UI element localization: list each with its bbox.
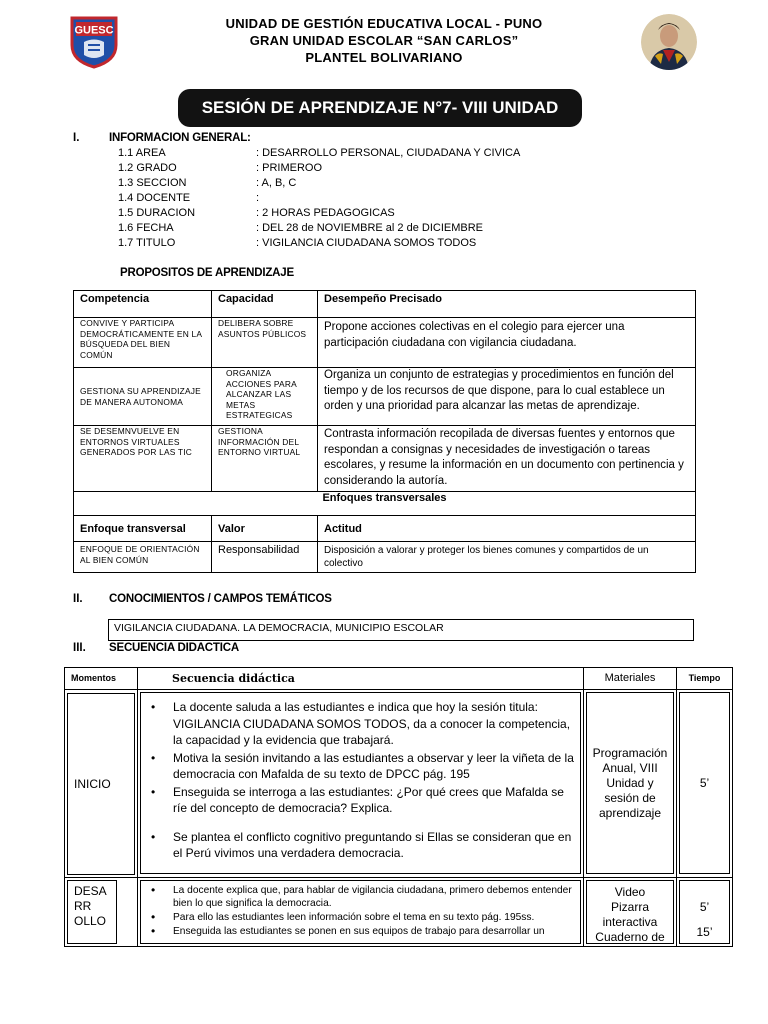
tiempo-cell [677,690,733,878]
list-item: • La docente explica que, para hablar de vigilancia ciudadana, primero debemos entender bien lo que significa la democracia. [149,884,574,910]
capacidad-cell: ORGANIZA ACCIONES PARA ALCANZAR LAS METAS ESTRATEGICAS [212,368,318,426]
info-label-area: 1.1 AREA [118,147,166,159]
capacidad-cell: GESTIONA INFORMACIÓN DEL ENTORNO VIRTUAL [212,426,318,492]
info-label-titulo: 1.7 TITULO [118,237,176,249]
header-valor: Valor [212,516,318,542]
header-line-1: UNIDAD DE GESTIÓN EDUCATIVA LOCAL - PUNO [225,16,543,31]
header-competencia: Competencia [74,291,212,318]
momento-cell [65,690,138,878]
section-3-number: III. [73,642,86,654]
section-1-title: INFORMACION GENERAL: [109,132,251,144]
tiempo-desarrollo-2: 15’ [696,925,713,939]
list-item: • Para ello las estudiantes leen información sobre el tema en su texto pág. 195ss. [149,911,574,924]
info-label-docente: 1.4 DOCENTE [118,192,191,204]
info-value-grado: : PRIMEROO [256,162,323,174]
info-label-seccion: 1.3 SECCION [118,177,187,189]
tiempo-desarrollo-1: 5’ [699,900,710,914]
desempeno-cell: Propone acciones colectivas en el colegio para ejercer una participación ciudadana con vigilancia ciudadana. [318,318,696,368]
secuencia-cell [138,878,584,947]
info-value-seccion: : A, B, C [256,177,297,189]
section-1-number: I. [73,132,80,144]
header-secuencia: Secuencia didáctica [138,668,584,690]
logo-text: GUESC [74,24,114,37]
conocimientos-box: VIGILANCIA CIUDADANA. LA DEMOCRACIA, MUNICIPIO ESCOLAR [108,619,694,641]
header-desempeno: Desempeño Precisado [318,291,696,318]
header-line-2: GRAN UNIDAD ESCOLAR “SAN CARLOS” [249,33,519,48]
enfoques-title-row [74,492,696,516]
table-row [65,878,733,947]
header-tiempo: Tiempo [677,668,733,690]
desempeno-cell: Contrasta información recopilada de diversas fuentes y entornos que respondan a consignas y necesidades de investigación o tareas escolares, y resume la información en un documento con pertinencia y considerando la autoría. [318,426,696,492]
table-row [74,368,696,426]
secuencia-table [64,667,733,947]
header-momentos: Momentos [65,668,138,690]
info-label-fecha: 1.6 FECHA [118,222,174,234]
tiempo-desarrollo-box [679,880,730,944]
secuencia-inicio-list [141,693,580,869]
competencia-cell: GESTIONA SU APRENDIZAJE DE MANERA AUTONOMA [74,368,212,426]
materiales-cell [584,878,677,947]
materiales-cell [584,690,677,878]
competencia-cell: SE DESEMNVUELVE EN ENTORNOS VIRTUALES GENERADOS POR LAS TIC [74,426,212,492]
section-3-title: SECUENCIA DIDACTICA [109,642,239,654]
propositos-header-row [74,291,696,318]
info-value-fecha: : DEL 28 de NOVIEMBRE al 2 de DICIEMBRE [256,222,484,234]
secuencia-inicio-box [140,692,581,874]
section-2-number: II. [73,593,83,605]
info-value-duracion: : 2 HORAS PEDAGOGICAS [256,207,395,219]
valor-cell: Responsabilidad [212,542,318,573]
info-value-docente: : [256,192,260,204]
header-line-3: PLANTEL BOLIVARIANO [305,50,463,65]
table-row [74,542,696,573]
header-enfoque: Enfoque transversal [74,516,212,542]
table-row [65,690,733,878]
info-label-grado: 1.2 GRADO [118,162,177,174]
session-title-banner: SESIÓN DE APRENDIZAJE N°7- VIII UNIDAD [178,89,582,127]
secuencia-desarrollo-list [141,881,580,944]
momento-desarrollo: DESARR OLLO [67,880,117,944]
info-value-area: : DESARROLLO PERSONAL, CIUDADANA Y CIVICA [256,147,521,159]
secuencia-desarrollo-box [140,880,581,944]
propositos-title: PROPOSITOS DE APRENDIZAJE [120,267,294,279]
secuencia-cell [138,690,584,878]
enfoques-title: Enfoques transversales [74,492,696,516]
list-item: • Enseguida las estudiantes se ponen en sus equipos de trabajo para desarrollar un [149,925,574,938]
list-item: • Motiva la sesión invitando a las estudiantes a observar y leer la viñeta de la democracia con Mafalda de su texto de DPCC pág. 195 [149,750,574,783]
section-2-title: CONOCIMIENTOS / CAMPOS TEMÁTICOS [109,593,332,605]
materiales-inicio: Programación Anual, VIII Unidad y sesión de aprendizaje [586,692,674,874]
table-row [74,426,696,492]
enfoque-cell: ENFOQUE DE ORIENTACIÓN AL BIEN COMÚN [74,542,212,573]
secuencia-header-row [65,668,733,690]
tiempo-inicio: 5’ [679,692,730,874]
capacidad-cell: DELIBERA SOBRE ASUNTOS PÚBLICOS [212,318,318,368]
list-item: • Enseguida se interroga a las estudiantes: ¿Por qué crees que Mafalda se ríe del concepto de democracia? Explica. [149,784,574,817]
header-actitud: Actitud [318,516,696,542]
materiales-desarrollo: Video Pizarra interactiva Cuaderno de [586,880,674,944]
table-row [74,318,696,368]
list-item: • Se plantea el conflicto cognitivo preguntando si Ellas se consideran que en el Perú vivimos una verdadera democracia. [149,829,574,862]
enfoques-header-row [74,516,696,542]
desempeno-cell: Organiza un conjunto de estrategias y procedimientos en función del tiempo y de los recursos de que dispone, para lo cual establece un orden y una prioridad para alcanzar las metas de aprendizaje. [318,368,696,426]
info-label-duracion: 1.5 DURACION [118,207,196,219]
header-capacidad: Capacidad [212,291,318,318]
competencia-cell: CONVIVE Y PARTICIPA DEMOCRÁTICAMENTE EN LA BÚSQUEDA DEL BIEN COMÚN [74,318,212,368]
list-item: • La docente saluda a las estudiantes e indica que hoy la sesión titula: VIGILANCIA CIUDADANA SOMOS TODOS, da a conocer la competencia, la capacidad y la evidencia que trabajará. [149,699,574,749]
header-materiales: Materiales [584,668,677,690]
actitud-cell: Disposición a valorar y proteger los bienes comunes y compartidos de un colectivo [318,542,696,573]
info-value-titulo: : VIGILANCIA CIUDADANA SOMOS TODOS [256,237,477,249]
tiempo-cell [677,878,733,947]
momento-cell [65,878,138,947]
momento-inicio: INICIO [67,693,135,875]
propositos-table [73,290,696,573]
